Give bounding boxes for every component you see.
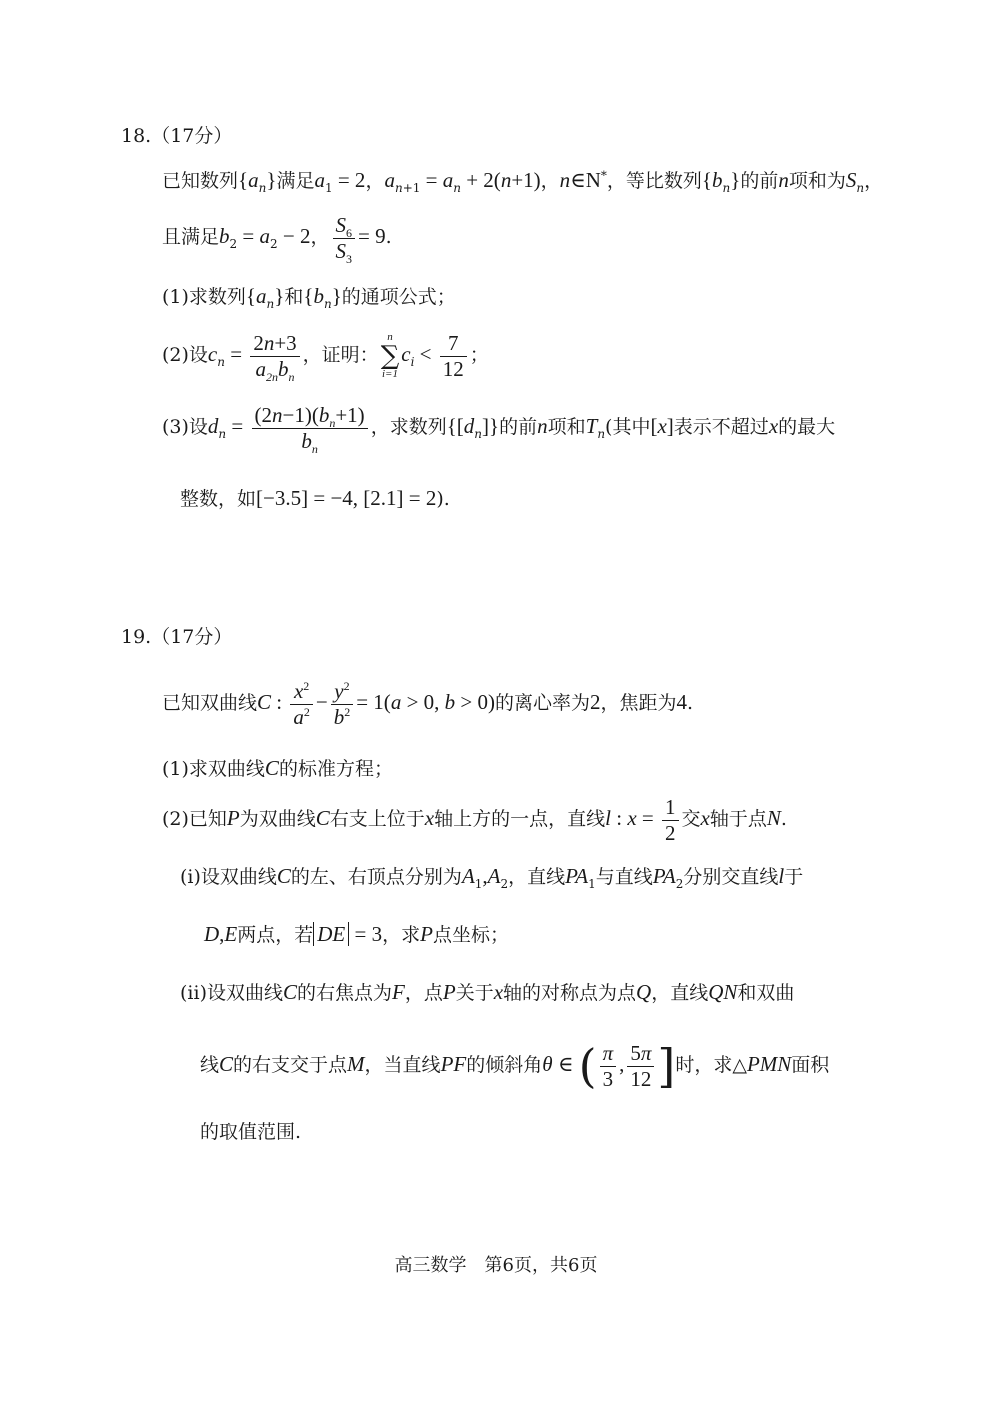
q18-stem-line1: 已知数列$\{a_n\}$满足$a_1 = 2$，$a_{n+1} = a_n + 2(n+1)$，n∈N*，等比数列$\{b_n\}$的前n项和为$S_n$，	[162, 168, 884, 195]
q19-part-ii-line2: 线C的右支交于点M，当直线PF的倾斜角θ ∈ ( $\frac{\pi}{3}$ , $\frac{5\pi}{12}$ ]时，求△PMN面积	[200, 1039, 830, 1093]
x2-over-a2-fraction: $\frac{x^2}{a^2}$	[290, 679, 313, 728]
q18-header: 18.（17分）	[121, 125, 233, 147]
q19-part-i-line2: D,E两点，若 DE = 3，求P点坐标；	[204, 922, 509, 946]
y2-over-b2-fraction: $\frac{y^2}{b^2}$	[331, 679, 354, 728]
q19-stem: 已知双曲线C : $\frac{x^2}{a^2}$ − $\frac{y^2}{b^2}$ = 1(a > 0, b > 0)的离心率为2，焦距为4.	[162, 679, 694, 729]
q19-part-ii-line1: (ii)设双曲线C的右焦点为F，点P关于x轴的对称点为点Q，直线QN和双曲	[180, 980, 795, 1004]
q18-part3-line1: (3)设$d_n$ = $\frac{(2n-1)(b_n+1)}{b_n}$ ，求数列$\{[d_n]\}$的前n项和$T_n$(其中[x]表示不超过x的最大	[162, 403, 836, 456]
dn-fraction: $\frac{(2n-1)(b_n+1)}{b_n}$	[252, 403, 368, 452]
5pi-over-12-fraction: $\frac{5\pi}{12}$	[627, 1041, 654, 1090]
q18-stem-line2: 且满足$b_2 = a_2 - 2$， $\frac{S_6}{S_3}$ = 9.	[162, 213, 392, 266]
q19-part-i-line1: (i)设双曲线C的左、右顶点分别为$A_1,A_2$，直线$PA_1$与直线$PA_2$分别交直线l于	[180, 864, 804, 891]
one-half-fraction: $\frac{1}{2}$	[662, 795, 679, 844]
summation-symbol: n ∑ i=1	[380, 331, 400, 380]
q19-part2: (2)已知P为双曲线C右支上位于x轴上方的一点，直线l : x = $\frac{1}{2}$ 交x轴于点N.	[162, 795, 787, 845]
s6-over-s3-fraction: $\frac{S_6}{S_3}$	[333, 213, 356, 262]
page-footer: 高三数学 第6页，共6页	[394, 1255, 598, 1276]
seven-twelfths-fraction: $\frac{7}{12}$	[440, 331, 467, 380]
q19-part1: (1)求双曲线C的标准方程；	[162, 756, 393, 780]
q18-part2: (2)设$c_n$ = $\frac{2n+3}{a_{2n}b_n}$ ，证明： n ∑ i=1 $c_i$ < $\frac{7}{12}$ ；	[162, 331, 489, 384]
q19-part-ii-line3: 的取值范围.	[200, 1121, 302, 1143]
cn-fraction: $\frac{2n+3}{a_{2n}b_n}$	[250, 331, 299, 380]
q18-part3-line2: 整数，如[−3.5] = −4, [2.1] = 2).	[180, 486, 450, 510]
q19-header: 19.（17分）	[121, 626, 233, 648]
q18-part1: (1)求数列$\{a_n\}$和$\{b_n\}$的通项公式；	[162, 284, 456, 311]
pi-over-3-fraction: $\frac{\pi}{3}$	[600, 1041, 617, 1090]
